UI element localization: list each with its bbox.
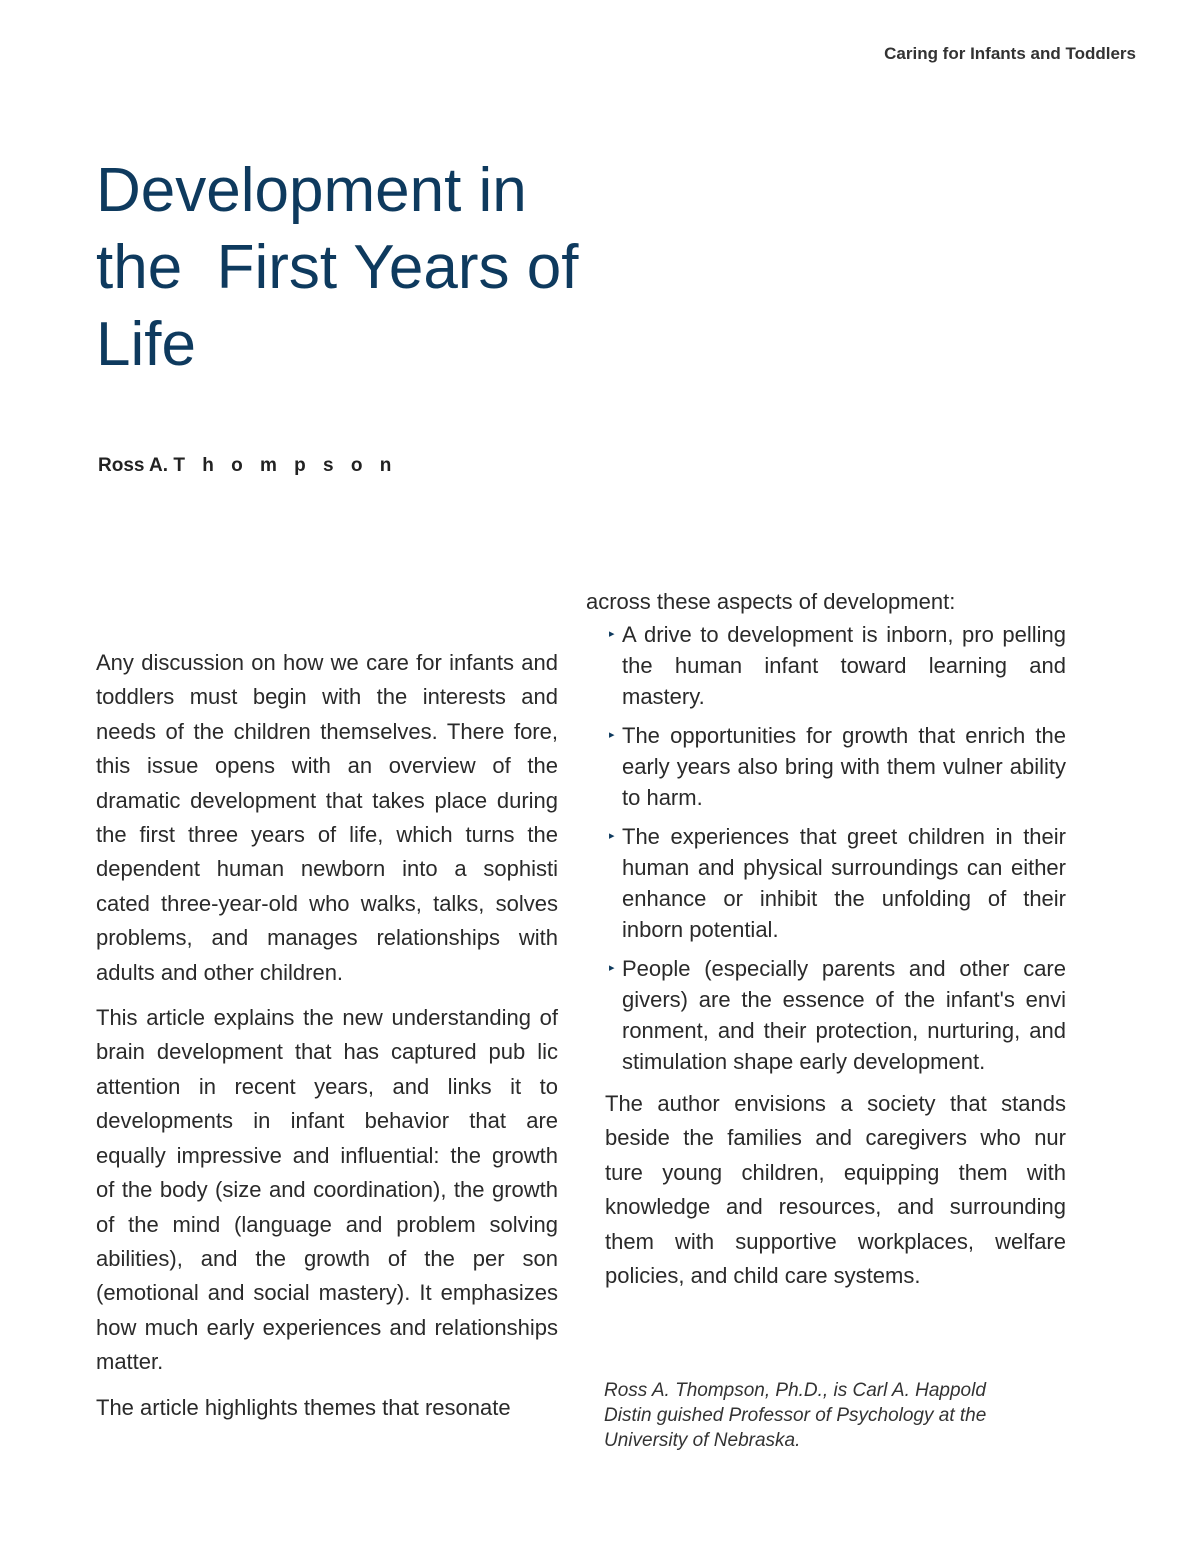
triangle-right-icon: ▸ bbox=[609, 962, 615, 974]
author-last-name: T h o m p s o n bbox=[173, 455, 398, 476]
paragraph-lead: across these aspects of development: bbox=[586, 589, 956, 614]
list-item bbox=[609, 821, 1066, 945]
theme-list bbox=[586, 619, 1066, 1077]
author-first-name: Ross A. bbox=[98, 455, 169, 476]
author-bio: Ross A. Thompson, Ph.D., is Carl A. Happold Distin guished Professor of Psychology at the University of Nebraska. bbox=[604, 1380, 987, 1451]
paragraph: This article explains the new understanding of brain development that has captured pub lic attention in recent years, and links it to developments in infant behavior that are equally impressive and influential: the growth of the body (size and coordination), the growth of the mind (language and problem solving abilities), and the growth of the per son (emotional and social mastery). It emphasizes how much early experiences and relationships matter. bbox=[96, 1005, 558, 1375]
triangle-right-icon: ▸ bbox=[609, 628, 615, 640]
paragraph-closing: The author envisions a society that stands beside the families and caregivers who nur ture young children, equipping them with knowledge and resources, and surrounding them with supportive workplaces, welfare policies, and child care systems. bbox=[605, 1091, 1066, 1289]
list-item bbox=[609, 720, 1066, 813]
list-item-text: The experiences that greet children in their human and physical surroundings can either enhance or inhibit the unfolding of their inborn potential. bbox=[622, 824, 1066, 942]
title-line-2: the First Years of bbox=[96, 233, 579, 302]
author-byline bbox=[98, 455, 397, 477]
triangle-right-icon: ▸ bbox=[609, 830, 615, 842]
paragraph: Any discussion on how we care for infants and toddlers must begin with the interests and needs of the children themselves. There fore, this issue opens with an overview of the dramatic development that takes place during the first three years of life, which turns the dependent human newborn into a sophisti cated three-year-old who walks, talks, solves problems, and manages relationships with adults and other children. bbox=[96, 650, 558, 985]
left-column bbox=[96, 646, 558, 1436]
list-item-text: The opportunities for growth that enrich the early years also bring with them vulner ability to harm. bbox=[622, 723, 1066, 810]
list-item bbox=[609, 953, 1066, 1077]
right-column bbox=[586, 586, 1066, 1293]
title-line-1: Development in bbox=[96, 156, 527, 225]
list-item-text: A drive to development is inborn, pro pelling the human infant toward learning and mastery. bbox=[622, 622, 1066, 709]
article-title bbox=[96, 152, 656, 383]
triangle-right-icon: ▸ bbox=[609, 729, 615, 741]
list-item-text: People (especially parents and other care givers) are the essence of the infant's envi ronment, and their protection, nurturing, and stimulation shape early development. bbox=[622, 956, 1066, 1074]
title-line-3: Life bbox=[96, 310, 196, 379]
paragraph: The article highlights themes that resonate bbox=[96, 1394, 511, 1420]
running-head: Caring for Infants and Toddlers bbox=[884, 44, 1136, 63]
list-item bbox=[609, 619, 1066, 712]
